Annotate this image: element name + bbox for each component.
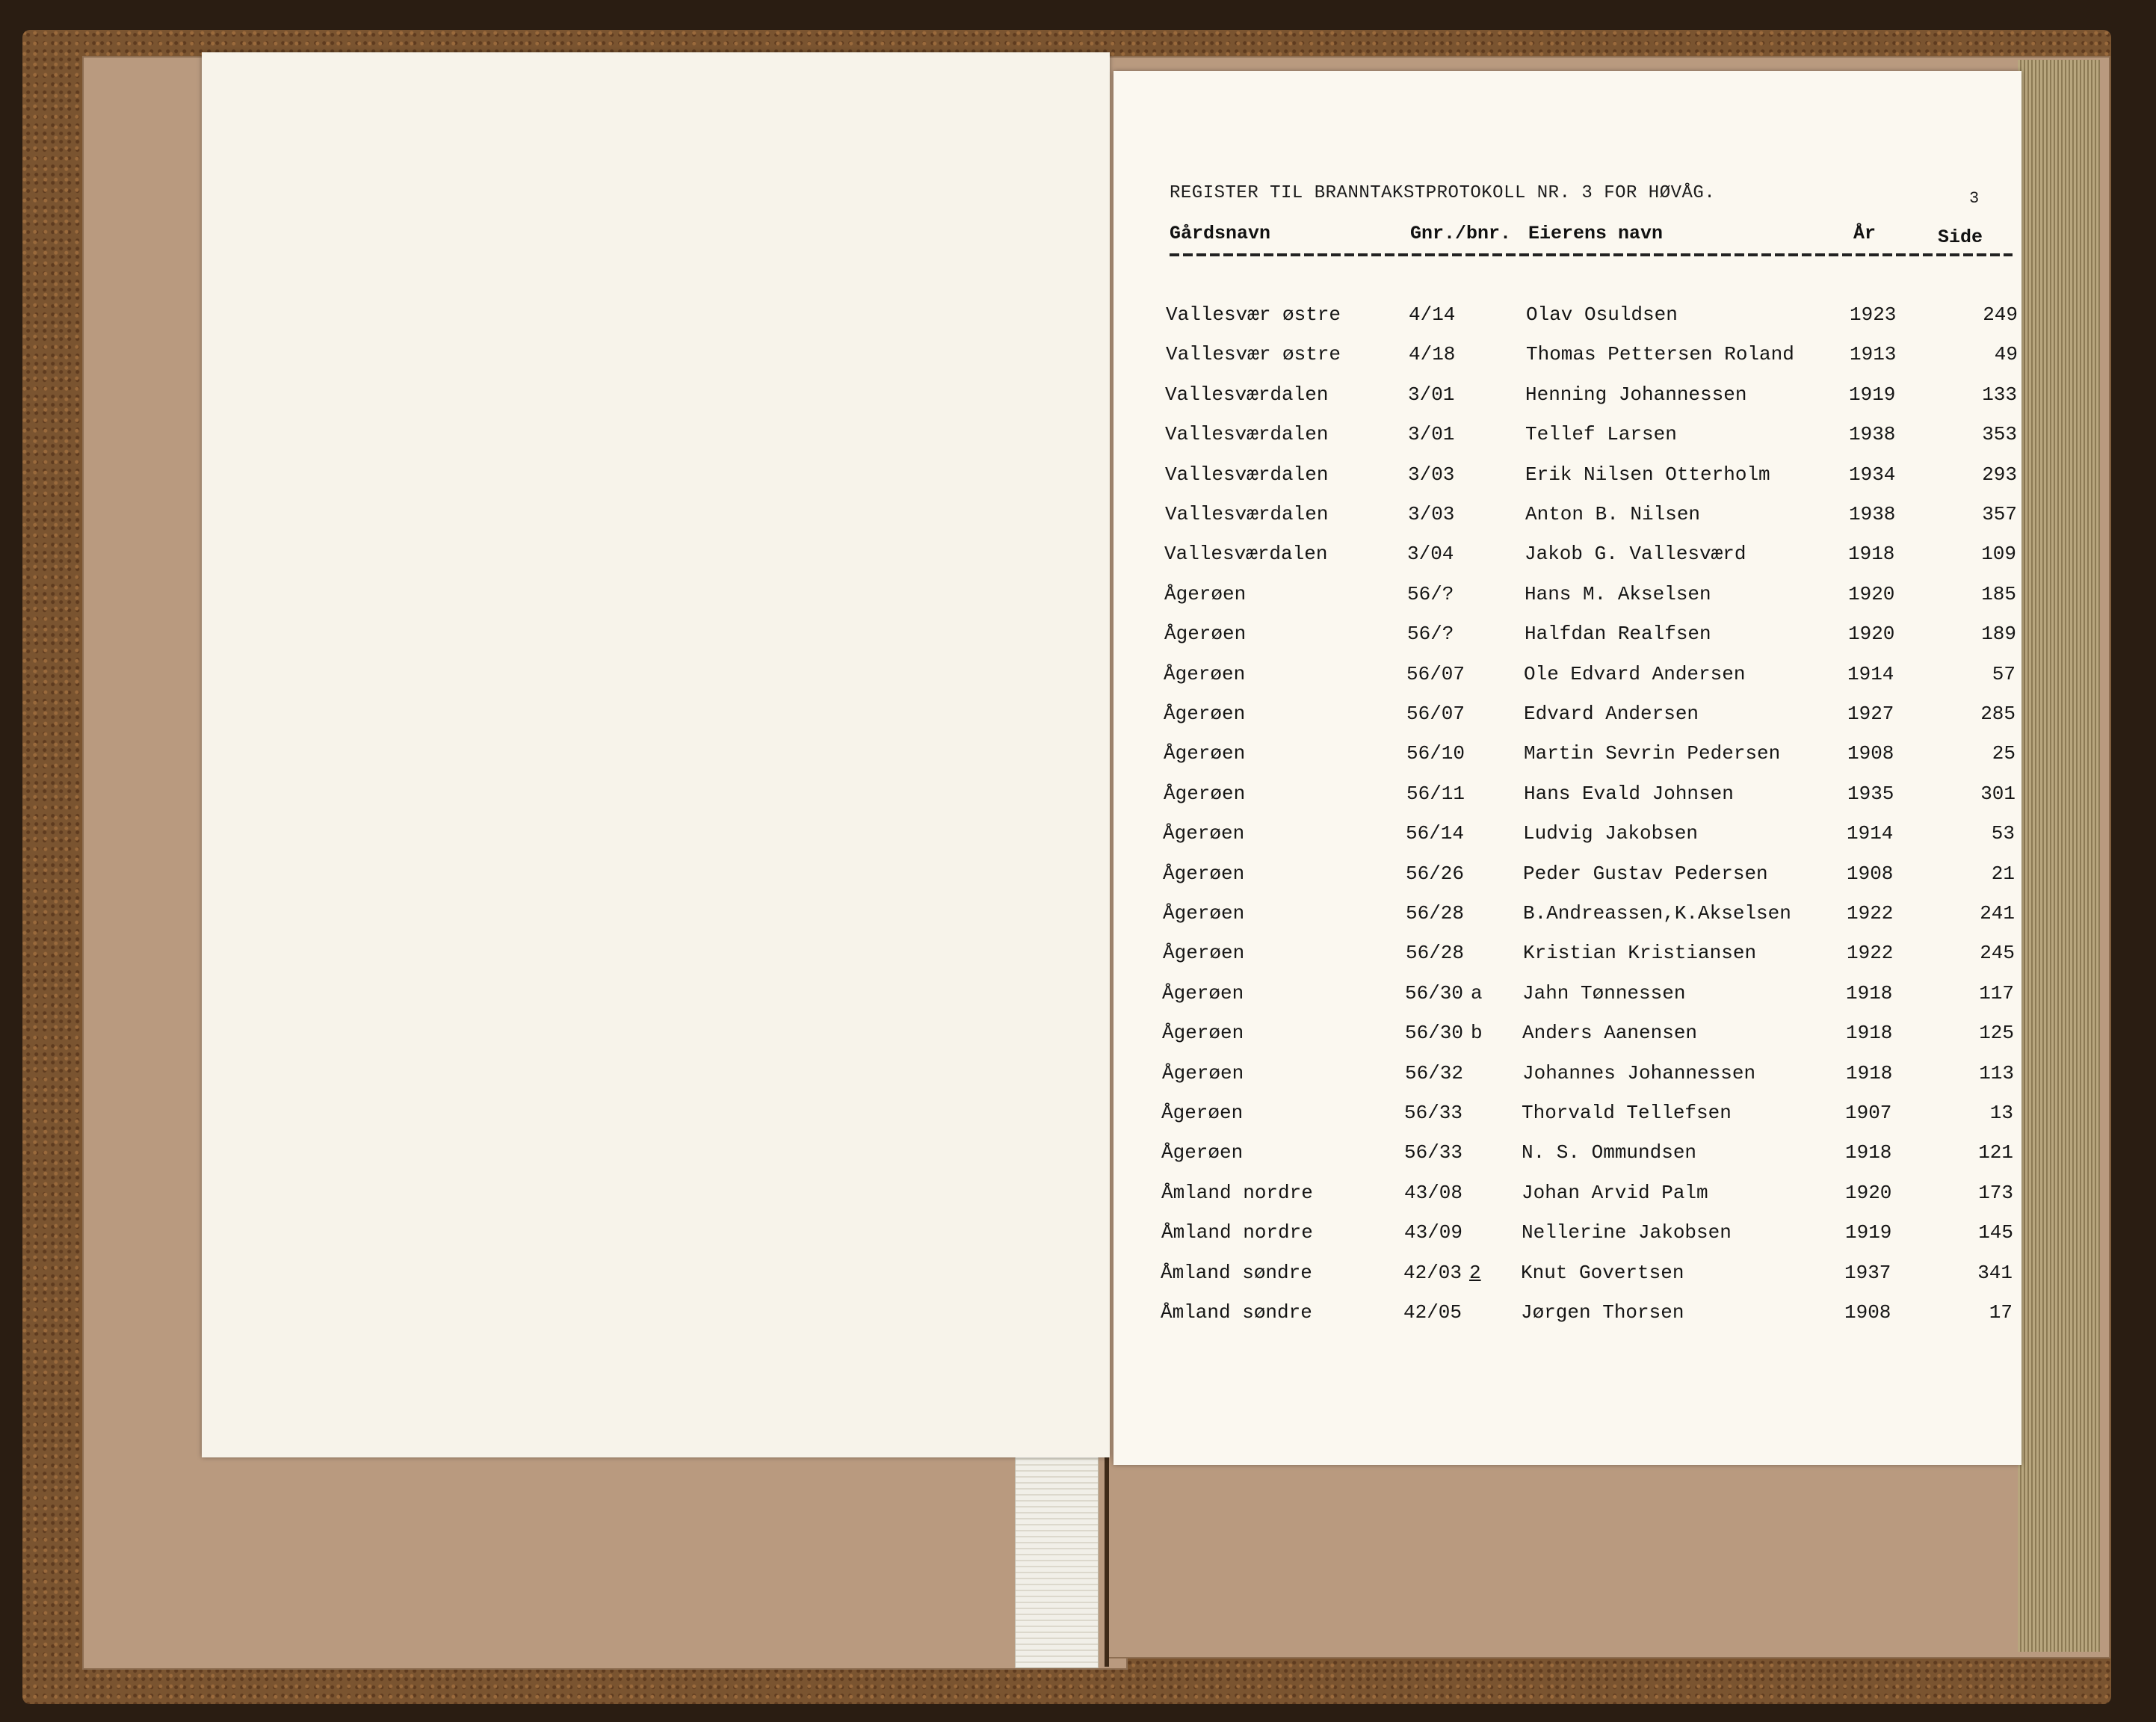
farm-cell: Ågerøen xyxy=(1163,942,1245,965)
header-farm: Gårdsnavn xyxy=(1170,223,1271,244)
gnr-cell: 42/05 xyxy=(1403,1301,1462,1324)
gnr-cell: 4/14 xyxy=(1409,303,1456,326)
table-row xyxy=(1109,1221,2017,1251)
farm-cell: Ågerøen xyxy=(1164,742,1246,765)
gnr-cell: 43/08 xyxy=(1404,1181,1463,1204)
owner-cell: Johan Arvid Palm xyxy=(1522,1181,1708,1204)
gnr-cell: 56/30 xyxy=(1405,981,1464,1004)
owner-cell: Ludvig Jakobsen xyxy=(1523,822,1699,845)
farm-cell: Vallesværdalen xyxy=(1164,543,1328,566)
farm-cell: Vallesværdalen xyxy=(1165,463,1329,486)
owner-cell: Olav Osuldsen xyxy=(1526,303,1678,326)
year-cell: 1922 xyxy=(1847,902,1894,925)
gnr-cell: 56/28 xyxy=(1406,902,1465,925)
owner-cell: Thorvald Tellefsen xyxy=(1522,1102,1732,1124)
farm-cell: Ågerøen xyxy=(1164,662,1246,685)
gnr-cell: 56/26 xyxy=(1406,862,1465,885)
farm-cell: Vallesværdalen xyxy=(1165,423,1329,446)
page-cell: 125 xyxy=(1979,1022,2014,1045)
page-cell: 293 xyxy=(1982,463,2017,486)
page-cell: 113 xyxy=(1979,1061,2014,1084)
table-row xyxy=(1110,982,2018,1012)
table-row xyxy=(1111,783,2019,812)
page-cell: 353 xyxy=(1982,423,2017,446)
page-cell: 109 xyxy=(1981,543,2016,566)
page-edges xyxy=(2018,60,2100,1652)
page-cell: 341 xyxy=(1977,1261,2013,1284)
header-page: Side xyxy=(1938,226,1983,248)
year-cell: 1918 xyxy=(1845,1141,1892,1164)
year-cell: 1908 xyxy=(1844,1301,1891,1324)
owner-cell: Hans Evald Johnsen xyxy=(1524,782,1734,805)
farm-cell: Vallesværdalen xyxy=(1165,383,1329,406)
year-cell: 1937 xyxy=(1844,1261,1891,1284)
owner-cell: Henning Johannessen xyxy=(1525,383,1747,406)
table-row xyxy=(1111,902,2018,932)
table-row xyxy=(1113,303,2021,333)
owner-cell: Anders Aanensen xyxy=(1522,1022,1698,1045)
register-title: REGISTER TIL BRANNTAKSTPROTOKOLL NR. 3 FOR HØVÅG. xyxy=(1170,183,1716,203)
year-cell: 1918 xyxy=(1848,543,1895,566)
farm-cell: Ågerøen xyxy=(1163,862,1245,885)
farm-cell: Vallesvær østre xyxy=(1166,343,1341,366)
farm-cell: Ågerøen xyxy=(1162,981,1244,1004)
year-cell: 1920 xyxy=(1845,1181,1892,1204)
gnr-cell: 56/33 xyxy=(1404,1141,1463,1164)
page-cell: 185 xyxy=(1981,582,2016,605)
page-cell: 21 xyxy=(1991,862,2015,885)
table-row xyxy=(1111,703,2019,732)
farm-cell: Ågerøen xyxy=(1162,1022,1244,1045)
farm-cell: Ågerøen xyxy=(1164,782,1246,805)
year-cell: 1908 xyxy=(1847,862,1894,885)
page-number: 3 xyxy=(1969,189,1980,208)
year-cell: 1919 xyxy=(1845,1221,1892,1244)
year-cell: 1919 xyxy=(1849,383,1896,406)
year-cell: 1923 xyxy=(1850,303,1897,326)
right-page xyxy=(1113,71,2021,1465)
farm-cell: Ågerøen xyxy=(1161,1102,1244,1124)
table-row xyxy=(1111,742,2019,772)
page-cell: 133 xyxy=(1982,383,2017,406)
owner-cell: Anton B. Nilsen xyxy=(1525,503,1701,525)
gnr-cell: 56/07 xyxy=(1406,703,1465,725)
year-cell: 1922 xyxy=(1847,942,1894,965)
suffix-cell: b xyxy=(1471,1022,1483,1045)
table-row xyxy=(1108,1262,2016,1292)
page-cell: 173 xyxy=(1978,1181,2013,1204)
owner-cell: Jakob G. Vallesværd xyxy=(1525,543,1746,566)
table-row xyxy=(1113,343,2021,373)
table-row xyxy=(1109,1141,2017,1171)
farm-cell: Ågerøen xyxy=(1163,822,1245,845)
farm-cell: Åmland nordre xyxy=(1161,1181,1313,1204)
farm-cell: Åmland nordre xyxy=(1161,1221,1313,1244)
binding-tape xyxy=(1015,1442,1099,1668)
page-cell: 49 xyxy=(1994,343,2018,366)
table-row xyxy=(1110,1022,2018,1052)
table-row xyxy=(1113,423,2021,453)
gnr-cell: 3/01 xyxy=(1408,383,1455,406)
farm-cell: Ågerøen xyxy=(1164,582,1247,605)
table-row xyxy=(1112,543,2020,573)
farm-cell: Ågerøen xyxy=(1163,902,1245,925)
table-row xyxy=(1109,1182,2017,1212)
page-cell: 245 xyxy=(1980,942,2015,965)
header-divider xyxy=(1170,253,2013,256)
page-cell: 13 xyxy=(1989,1102,2013,1124)
owner-cell: Tellef Larsen xyxy=(1525,423,1677,446)
owner-cell: B.Andreassen,K.Akselsen xyxy=(1523,902,1791,925)
farm-cell: Vallesvær østre xyxy=(1166,303,1341,326)
gnr-cell: 3/04 xyxy=(1407,543,1454,566)
header-owner: Eierens navn xyxy=(1528,223,1664,244)
header-gnr: Gnr./bnr. xyxy=(1410,223,1512,244)
page-cell: 57 xyxy=(1992,662,2016,685)
table-row xyxy=(1111,942,2018,972)
table-row xyxy=(1108,1301,2016,1331)
suffix-cell: 2 xyxy=(1469,1261,1481,1284)
farm-cell: Åmland søndre xyxy=(1161,1301,1312,1324)
owner-cell: Johannes Johannessen xyxy=(1522,1061,1756,1084)
page-cell: 285 xyxy=(1980,703,2016,725)
owner-cell: Halfdan Realfsen xyxy=(1525,623,1711,646)
table-row xyxy=(1110,1062,2018,1092)
gnr-cell: 42/03 xyxy=(1403,1261,1462,1284)
owner-cell: Erik Nilsen Otterholm xyxy=(1525,463,1770,486)
gnr-cell: 56/? xyxy=(1407,582,1454,605)
owner-cell: Kristian Kristiansen xyxy=(1523,942,1757,965)
year-cell: 1935 xyxy=(1847,782,1894,805)
year-cell: 1938 xyxy=(1849,423,1896,446)
gnr-cell: 43/09 xyxy=(1404,1221,1463,1244)
year-cell: 1907 xyxy=(1845,1102,1892,1124)
owner-cell: Edvard Andersen xyxy=(1524,703,1699,725)
gnr-cell: 3/03 xyxy=(1408,503,1455,525)
page-cell: 117 xyxy=(1979,981,2014,1004)
table-row xyxy=(1109,1102,2017,1132)
year-cell: 1938 xyxy=(1849,503,1896,525)
table-row xyxy=(1112,583,2020,613)
year-cell: 1934 xyxy=(1849,463,1896,486)
gnr-cell: 56/? xyxy=(1407,623,1454,646)
farm-cell: Ågerøen xyxy=(1161,1141,1244,1164)
table-row xyxy=(1113,503,2021,533)
table-row xyxy=(1112,623,2020,652)
gnr-cell: 56/10 xyxy=(1406,742,1465,765)
owner-cell: Hans M. Akselsen xyxy=(1525,582,1711,605)
gnr-cell: 3/01 xyxy=(1408,423,1455,446)
year-cell: 1918 xyxy=(1846,1061,1893,1084)
owner-cell: Peder Gustav Pedersen xyxy=(1523,862,1768,885)
year-cell: 1920 xyxy=(1848,623,1895,646)
owner-cell: Jahn Tønnessen xyxy=(1522,981,1686,1004)
owner-cell: Ole Edvard Andersen xyxy=(1524,662,1746,685)
header-year: År xyxy=(1853,223,1877,244)
year-cell: 1914 xyxy=(1847,822,1894,845)
page-cell: 53 xyxy=(1991,822,2015,845)
page-cell: 189 xyxy=(1981,623,2016,646)
owner-cell: Nellerine Jakobsen xyxy=(1522,1221,1732,1244)
page-cell: 145 xyxy=(1978,1221,2013,1244)
page-cell: 301 xyxy=(1980,782,2016,805)
page-cell: 241 xyxy=(1980,902,2015,925)
page-cell: 25 xyxy=(1992,742,2016,765)
gnr-cell: 56/33 xyxy=(1404,1102,1463,1124)
year-cell: 1920 xyxy=(1848,582,1895,605)
farm-cell: Ågerøen xyxy=(1164,623,1247,646)
gnr-cell: 56/28 xyxy=(1406,942,1465,965)
gnr-cell: 3/03 xyxy=(1408,463,1455,486)
year-cell: 1918 xyxy=(1846,1022,1893,1045)
owner-cell: Thomas Pettersen Roland xyxy=(1526,343,1794,366)
page-cell: 17 xyxy=(1989,1301,2013,1324)
left-page xyxy=(202,52,1110,1457)
gnr-cell: 56/32 xyxy=(1405,1061,1464,1084)
year-cell: 1914 xyxy=(1847,662,1894,685)
gnr-cell: 56/14 xyxy=(1406,822,1465,845)
year-cell: 1927 xyxy=(1847,703,1894,725)
page-cell: 357 xyxy=(1982,503,2017,525)
farm-cell: Vallesværdalen xyxy=(1165,503,1329,525)
table-row xyxy=(1111,862,2018,892)
farm-cell: Åmland søndre xyxy=(1161,1261,1312,1284)
farm-cell: Ågerøen xyxy=(1162,1061,1244,1084)
page-cell: 249 xyxy=(1983,303,2018,326)
farm-cell: Ågerøen xyxy=(1164,703,1246,725)
year-cell: 1913 xyxy=(1850,343,1897,366)
owner-cell: Knut Govertsen xyxy=(1521,1261,1684,1284)
owner-cell: Martin Sevrin Pedersen xyxy=(1524,742,1781,765)
page-cell: 121 xyxy=(1978,1141,2013,1164)
table-row xyxy=(1113,383,2021,413)
table-row xyxy=(1111,822,2018,852)
table-row xyxy=(1111,663,2019,693)
owner-cell: N. S. Ommundsen xyxy=(1522,1141,1697,1164)
gnr-cell: 56/07 xyxy=(1406,662,1465,685)
owner-cell: Jørgen Thorsen xyxy=(1521,1301,1684,1324)
gnr-cell: 56/11 xyxy=(1406,782,1465,805)
gnr-cell: 56/30 xyxy=(1405,1022,1464,1045)
table-row xyxy=(1113,463,2021,493)
year-cell: 1918 xyxy=(1846,981,1893,1004)
gnr-cell: 4/18 xyxy=(1409,343,1456,366)
year-cell: 1908 xyxy=(1847,742,1894,765)
suffix-cell: a xyxy=(1471,981,1483,1004)
